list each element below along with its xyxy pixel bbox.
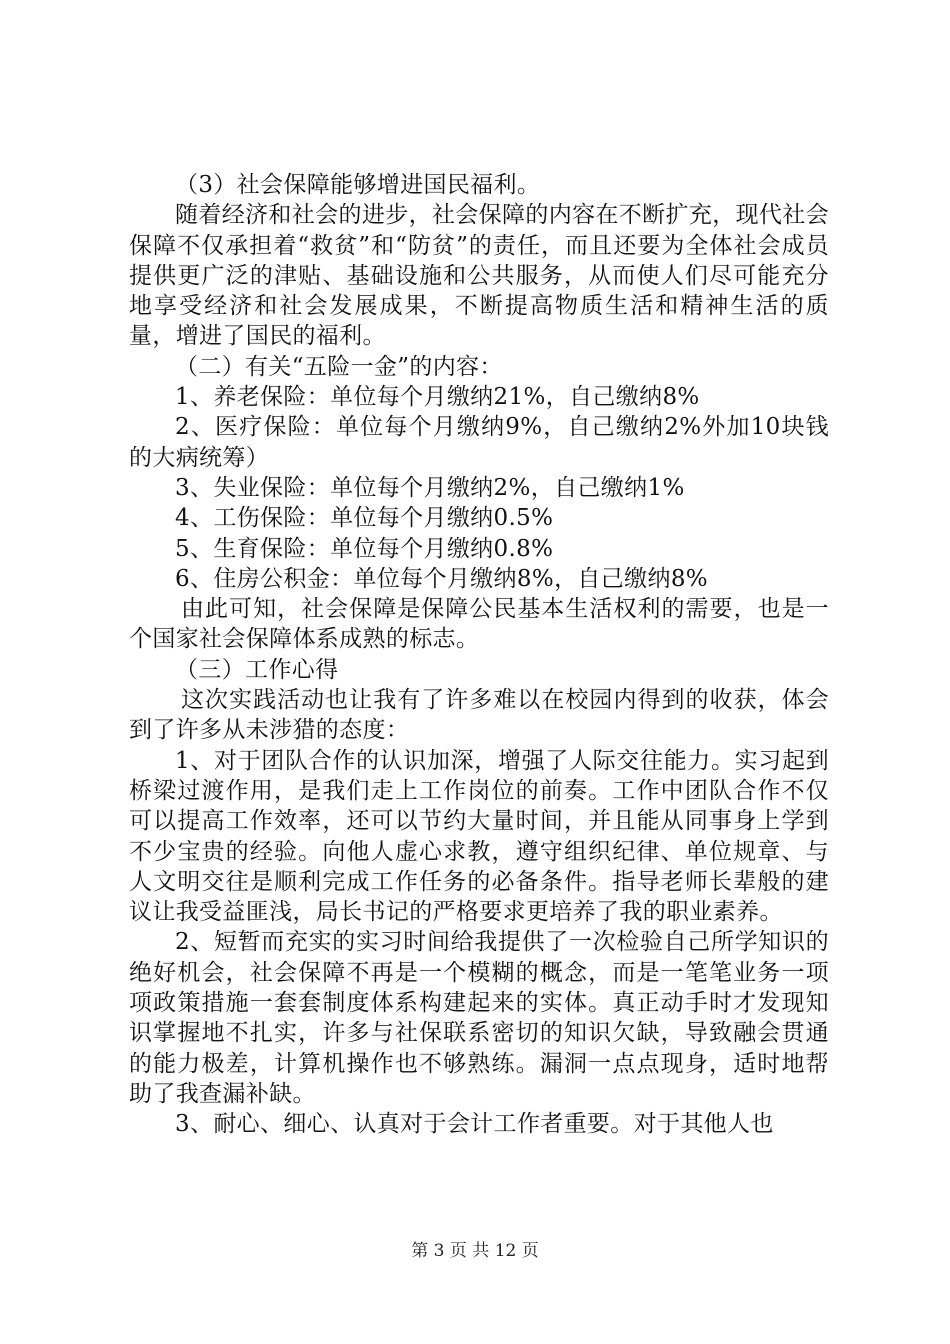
list-item-pension: 1、养老保险：单位每个月缴纳21%，自己缴纳8% [175, 384, 700, 411]
list-item-medical: 2、医疗保险：单位每个月缴纳9%，自己缴纳2%外加10块钱的大病统筹） [129, 414, 829, 471]
paragraph-insurance-heading: （二）有关“五险一金”的内容： [175, 353, 503, 380]
list-item-housing-fund: 6、住房公积金：单位每个月缴纳8%，自己缴纳8% [175, 565, 709, 592]
paragraph-welfare-heading: （3）社会保障能够增进国民福利。 [175, 172, 541, 198]
paragraph-teamwork: 1、对于团队合作的认识加深，增强了人际交往能力。实习起到桥梁过渡作用，是我们走上工作岗位的前奏。工作中团队合作不仅可以提高工作效率，还可以节约大量时间，并且能从同事身上学到不少宝贵的经验。向他人虚心求教，遵守组织纪律、单位规章、与人文明交往是顺利完成工作任务的必备条件。指导老师长辈般的建议让我受益匪浅，局长书记的严格要求更培养了我的职业素养。 [129, 747, 829, 926]
page-number-footer: 第 3 页 共 12 页 [411, 1241, 539, 1261]
paragraph-experience-intro: 这次实践活动也让我有了许多难以在校园内得到的收获，体会到了许多从未涉猎的态度： [129, 687, 829, 744]
paragraph-patience: 3、耐心、细心、认真对于会计工作者重要。对于其他人也 [175, 1111, 774, 1138]
list-item-unemployment: 3、失业保险：单位每个月缴纳2%，自己缴纳1% [175, 474, 685, 501]
paragraph-welfare-body: 随着经济和社会的进步，社会保障的内容在不断扩充，现代社会保障不仅承担着“救贫”和“防贫”的责任，而且还要为全体社会成员提供更广泛的津贴、基础设施和公共服务，从而使人们尽可能充分地享受经济和社会发展成果，不断提高物质生活和精神生活的质量，增进了国民的福利。 [129, 202, 829, 350]
paragraph-knowledge: 2、短暂而充实的实习时间给我提供了一次检验自己所学知识的绝好机会，社会保障不再是一个模糊的概念，而是一笔笔业务一项项政策措施一套套制度体系构建起来的实体。真正动手时才发现知识掌握地不扎实，许多与社保联系密切的知识欠缺，导致融会贯通的能力极差，计算机操作也不够熟练。漏洞一点点现身，适时地帮助了我查漏补缺。 [129, 929, 829, 1107]
document-body [129, 170, 829, 1140]
paragraph-conclusion: 由此可知，社会保障是保障公民基本生活权利的需要，也是一个国家社会保障体系成熟的标志。 [129, 596, 829, 653]
list-item-maternity: 5、生育保险：单位每个月缴纳0.8% [175, 535, 554, 562]
paragraph-experience-heading: （三）工作心得 [175, 656, 339, 683]
list-item-injury: 4、工伤保险：单位每个月缴纳0.5% [175, 505, 554, 532]
